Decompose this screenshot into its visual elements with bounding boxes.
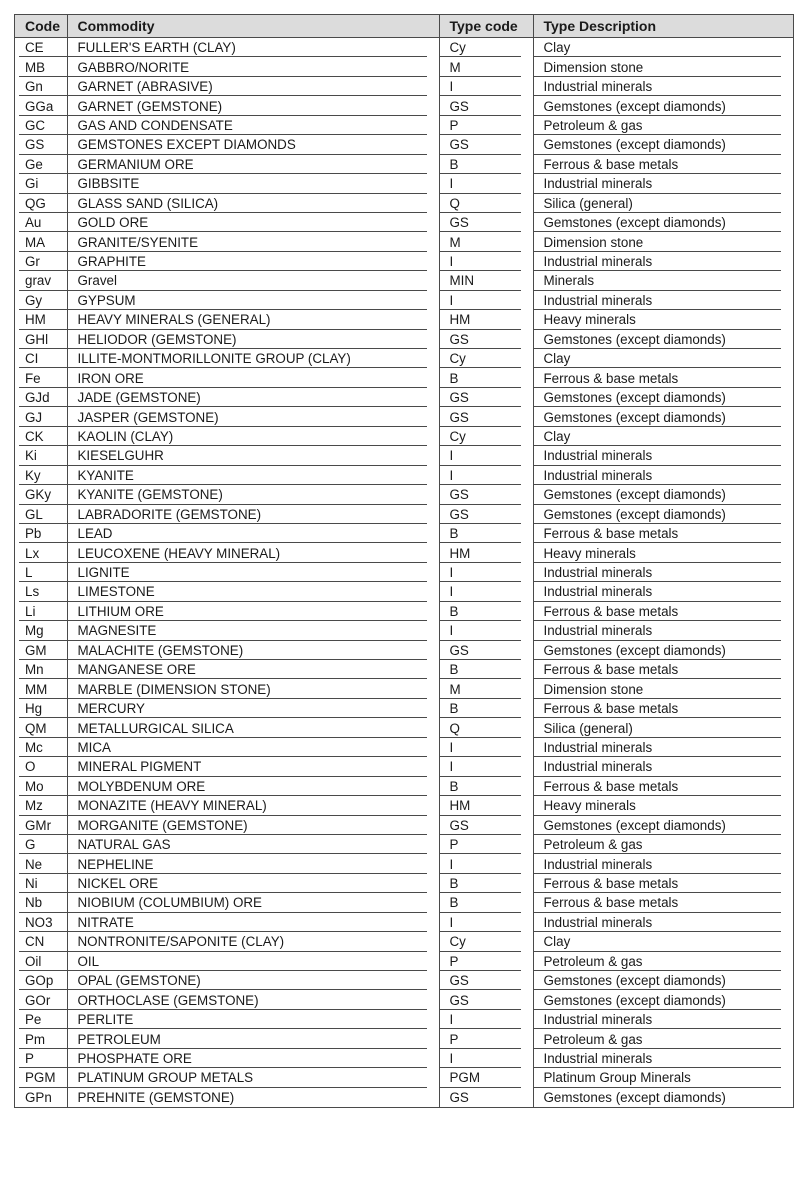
cell-code: Gn xyxy=(15,77,67,96)
cell-code: Mo xyxy=(15,777,67,796)
table-row xyxy=(15,466,793,485)
cell-type-description: Petroleum & gas xyxy=(533,952,793,971)
cell-code: Nb xyxy=(15,893,67,912)
cell-commodity: NITRATE xyxy=(67,913,439,932)
cell-commodity: MONAZITE (HEAVY MINERAL) xyxy=(67,796,439,815)
cell-type-code: I xyxy=(439,621,533,640)
table-row xyxy=(15,77,793,96)
cell-code: Mz xyxy=(15,796,67,815)
table-row xyxy=(15,835,793,854)
cell-type-code: B xyxy=(439,368,533,387)
cell-type-description: Petroleum & gas xyxy=(533,1029,793,1048)
cell-code: Pm xyxy=(15,1029,67,1048)
cell-type-description: Clay xyxy=(533,427,793,446)
cell-commodity: GARNET (GEMSTONE) xyxy=(67,96,439,115)
cell-code: Li xyxy=(15,602,67,621)
cell-type-code: HM xyxy=(439,310,533,329)
cell-commodity: GAS AND CONDENSATE xyxy=(67,116,439,135)
cell-type-description: Clay xyxy=(533,932,793,951)
cell-type-description: Dimension stone xyxy=(533,232,793,251)
cell-commodity: LEUCOXENE (HEAVY MINERAL) xyxy=(67,543,439,562)
cell-type-code: GS xyxy=(439,135,533,154)
cell-type-description: Silica (general) xyxy=(533,194,793,213)
cell-commodity: JADE (GEMSTONE) xyxy=(67,388,439,407)
cell-type-description: Ferrous & base metals xyxy=(533,893,793,912)
table-row xyxy=(15,932,793,951)
cell-commodity: NICKEL ORE xyxy=(67,874,439,893)
cell-type-description: Ferrous & base metals xyxy=(533,524,793,543)
cell-type-code: P xyxy=(439,116,533,135)
cell-commodity: NATURAL GAS xyxy=(67,835,439,854)
table-row xyxy=(15,1088,793,1107)
table-row xyxy=(15,990,793,1009)
cell-type-code: I xyxy=(439,446,533,465)
cell-commodity: MOLYBDENUM ORE xyxy=(67,777,439,796)
cell-type-description: Clay xyxy=(533,349,793,368)
cell-commodity: KYANITE xyxy=(67,466,439,485)
cell-type-code: GS xyxy=(439,96,533,115)
cell-type-description: Gemstones (except diamonds) xyxy=(533,505,793,524)
cell-code: GOr xyxy=(15,990,67,1009)
table-row xyxy=(15,38,793,58)
cell-code: MM xyxy=(15,679,67,698)
header-code: Code xyxy=(15,15,67,38)
cell-type-code: B xyxy=(439,874,533,893)
cell-code: GKy xyxy=(15,485,67,504)
table-row xyxy=(15,291,793,310)
table-row xyxy=(15,349,793,368)
table-row xyxy=(15,1010,793,1029)
cell-commodity: LIGNITE xyxy=(67,563,439,582)
table-row xyxy=(15,1049,793,1068)
cell-commodity: OIL xyxy=(67,952,439,971)
cell-type-code: GS xyxy=(439,213,533,232)
table-row xyxy=(15,368,793,387)
table-row xyxy=(15,660,793,679)
cell-type-description: Ferrous & base metals xyxy=(533,602,793,621)
cell-code: CE xyxy=(15,38,67,58)
table-row xyxy=(15,718,793,737)
cell-code: HM xyxy=(15,310,67,329)
cell-type-code: GS xyxy=(439,485,533,504)
cell-type-description: Dimension stone xyxy=(533,57,793,76)
cell-type-code: GS xyxy=(439,1088,533,1107)
table-row xyxy=(15,1029,793,1048)
cell-code: Au xyxy=(15,213,67,232)
cell-type-description: Ferrous & base metals xyxy=(533,368,793,387)
cell-code: Fe xyxy=(15,368,67,387)
cell-commodity: NONTRONITE/SAPONITE (CLAY) xyxy=(67,932,439,951)
table-row xyxy=(15,485,793,504)
table-row xyxy=(15,777,793,796)
cell-type-description: Industrial minerals xyxy=(533,291,793,310)
cell-code: grav xyxy=(15,271,67,290)
commodity-table-frame xyxy=(14,14,794,1108)
cell-commodity: PHOSPHATE ORE xyxy=(67,1049,439,1068)
cell-type-description: Industrial minerals xyxy=(533,621,793,640)
cell-type-code: Q xyxy=(439,194,533,213)
cell-code: Oil xyxy=(15,952,67,971)
cell-type-code: GS xyxy=(439,990,533,1009)
cell-type-description: Gemstones (except diamonds) xyxy=(533,96,793,115)
cell-code: CK xyxy=(15,427,67,446)
cell-type-description: Industrial minerals xyxy=(533,563,793,582)
cell-type-code: I xyxy=(439,252,533,271)
cell-type-description: Industrial minerals xyxy=(533,1010,793,1029)
cell-commodity: MORGANITE (GEMSTONE) xyxy=(67,816,439,835)
cell-type-description: Gemstones (except diamonds) xyxy=(533,213,793,232)
cell-code: MA xyxy=(15,232,67,251)
cell-type-code: Cy xyxy=(439,349,533,368)
cell-code: Mc xyxy=(15,738,67,757)
cell-type-description: Industrial minerals xyxy=(533,913,793,932)
table-row xyxy=(15,330,793,349)
cell-type-code: I xyxy=(439,757,533,776)
table-row xyxy=(15,543,793,562)
cell-type-description: Industrial minerals xyxy=(533,1049,793,1068)
cell-commodity: IRON ORE xyxy=(67,368,439,387)
cell-type-code: I xyxy=(439,291,533,310)
cell-commodity: OPAL (GEMSTONE) xyxy=(67,971,439,990)
cell-type-code: I xyxy=(439,563,533,582)
table-row xyxy=(15,155,793,174)
table-row xyxy=(15,602,793,621)
cell-type-description: Silica (general) xyxy=(533,718,793,737)
cell-type-code: Cy xyxy=(439,38,533,58)
cell-type-description: Gemstones (except diamonds) xyxy=(533,816,793,835)
cell-code: Ne xyxy=(15,854,67,873)
cell-type-code: I xyxy=(439,582,533,601)
cell-type-code: GS xyxy=(439,330,533,349)
cell-type-code: I xyxy=(439,77,533,96)
cell-commodity: GLASS SAND (SILICA) xyxy=(67,194,439,213)
cell-type-code: GS xyxy=(439,641,533,660)
cell-code: CI xyxy=(15,349,67,368)
cell-commodity: MERCURY xyxy=(67,699,439,718)
table-header xyxy=(15,15,793,38)
cell-type-code: Cy xyxy=(439,932,533,951)
cell-commodity: FULLER'S EARTH (CLAY) xyxy=(67,38,439,58)
cell-code: GJ xyxy=(15,407,67,426)
cell-type-code: GS xyxy=(439,816,533,835)
cell-commodity: MARBLE (DIMENSION STONE) xyxy=(67,679,439,698)
table-row xyxy=(15,252,793,271)
cell-commodity: LEAD xyxy=(67,524,439,543)
cell-commodity: Gravel xyxy=(67,271,439,290)
cell-type-description: Gemstones (except diamonds) xyxy=(533,407,793,426)
cell-type-code: Q xyxy=(439,718,533,737)
table-row xyxy=(15,816,793,835)
cell-commodity: HEAVY MINERALS (GENERAL) xyxy=(67,310,439,329)
cell-type-code: I xyxy=(439,466,533,485)
cell-type-code: B xyxy=(439,524,533,543)
table-row xyxy=(15,621,793,640)
cell-commodity: ORTHOCLASE (GEMSTONE) xyxy=(67,990,439,1009)
table-row xyxy=(15,232,793,251)
cell-type-description: Gemstones (except diamonds) xyxy=(533,485,793,504)
table-row xyxy=(15,57,793,76)
cell-commodity: METALLURGICAL SILICA xyxy=(67,718,439,737)
cell-type-description: Heavy minerals xyxy=(533,310,793,329)
header-type-code: Type code xyxy=(439,15,533,38)
cell-commodity: LABRADORITE (GEMSTONE) xyxy=(67,505,439,524)
cell-code: Mg xyxy=(15,621,67,640)
cell-type-description: Ferrous & base metals xyxy=(533,874,793,893)
cell-type-code: I xyxy=(439,1049,533,1068)
cell-type-code: GS xyxy=(439,407,533,426)
cell-code: Mn xyxy=(15,660,67,679)
table-row xyxy=(15,388,793,407)
cell-type-description: Petroleum & gas xyxy=(533,116,793,135)
cell-type-description: Gemstones (except diamonds) xyxy=(533,641,793,660)
cell-type-code: B xyxy=(439,155,533,174)
cell-type-description: Industrial minerals xyxy=(533,582,793,601)
cell-type-description: Industrial minerals xyxy=(533,854,793,873)
cell-type-description: Dimension stone xyxy=(533,679,793,698)
cell-type-code: PGM xyxy=(439,1068,533,1087)
table-row xyxy=(15,913,793,932)
cell-type-code: I xyxy=(439,174,533,193)
cell-code: GC xyxy=(15,116,67,135)
cell-type-description: Ferrous & base metals xyxy=(533,660,793,679)
cell-code: Ky xyxy=(15,466,67,485)
cell-code: GJd xyxy=(15,388,67,407)
cell-type-code: M xyxy=(439,232,533,251)
cell-type-code: HM xyxy=(439,543,533,562)
table-body xyxy=(15,38,793,1108)
table-row xyxy=(15,893,793,912)
cell-type-description: Industrial minerals xyxy=(533,252,793,271)
cell-type-description: Clay xyxy=(533,38,793,58)
table-row xyxy=(15,679,793,698)
cell-type-code: GS xyxy=(439,971,533,990)
cell-commodity: MALACHITE (GEMSTONE) xyxy=(67,641,439,660)
cell-commodity: GARNET (ABRASIVE) xyxy=(67,77,439,96)
cell-commodity: GRAPHITE xyxy=(67,252,439,271)
cell-commodity: MAGNESITE xyxy=(67,621,439,640)
table-row xyxy=(15,854,793,873)
cell-code: GHl xyxy=(15,330,67,349)
cell-type-description: Gemstones (except diamonds) xyxy=(533,990,793,1009)
cell-code: Gi xyxy=(15,174,67,193)
cell-commodity: PLATINUM GROUP METALS xyxy=(67,1068,439,1087)
header-type-description: Type Description xyxy=(533,15,793,38)
cell-type-description: Industrial minerals xyxy=(533,738,793,757)
table-row xyxy=(15,427,793,446)
cell-commodity: MINERAL PIGMENT xyxy=(67,757,439,776)
table-row xyxy=(15,971,793,990)
cell-commodity: GIBBSITE xyxy=(67,174,439,193)
cell-type-code: GS xyxy=(439,505,533,524)
header-row xyxy=(15,15,793,38)
cell-commodity: PREHNITE (GEMSTONE) xyxy=(67,1088,439,1107)
table-row xyxy=(15,310,793,329)
cell-type-code: P xyxy=(439,1029,533,1048)
cell-code: GGa xyxy=(15,96,67,115)
table-row xyxy=(15,174,793,193)
cell-type-code: M xyxy=(439,679,533,698)
cell-code: GL xyxy=(15,505,67,524)
cell-code: GMr xyxy=(15,816,67,835)
table-row xyxy=(15,116,793,135)
cell-code: Gr xyxy=(15,252,67,271)
table-row xyxy=(15,96,793,115)
table-row xyxy=(15,582,793,601)
cell-commodity: NIOBIUM (COLUMBIUM) ORE xyxy=(67,893,439,912)
table-row xyxy=(15,738,793,757)
cell-type-description: Industrial minerals xyxy=(533,757,793,776)
cell-code: QM xyxy=(15,718,67,737)
cell-commodity: MICA xyxy=(67,738,439,757)
cell-commodity: KAOLIN (CLAY) xyxy=(67,427,439,446)
cell-type-code: P xyxy=(439,952,533,971)
table-row xyxy=(15,524,793,543)
cell-commodity: GERMANIUM ORE xyxy=(67,155,439,174)
table-row xyxy=(15,135,793,154)
table-row xyxy=(15,699,793,718)
cell-commodity: MANGANESE ORE xyxy=(67,660,439,679)
cell-code: Pe xyxy=(15,1010,67,1029)
cell-code: GS xyxy=(15,135,67,154)
cell-type-code: I xyxy=(439,738,533,757)
cell-code: O xyxy=(15,757,67,776)
cell-code: CN xyxy=(15,932,67,951)
cell-type-description: Gemstones (except diamonds) xyxy=(533,135,793,154)
table-row xyxy=(15,757,793,776)
table-row xyxy=(15,796,793,815)
cell-code: GM xyxy=(15,641,67,660)
table-row xyxy=(15,505,793,524)
cell-type-description: Heavy minerals xyxy=(533,796,793,815)
commodity-table xyxy=(15,15,793,1107)
cell-commodity: PETROLEUM xyxy=(67,1029,439,1048)
cell-code: MB xyxy=(15,57,67,76)
cell-type-code: I xyxy=(439,913,533,932)
cell-code: PGM xyxy=(15,1068,67,1087)
cell-type-code: M xyxy=(439,57,533,76)
header-commodity: Commodity xyxy=(67,15,439,38)
cell-commodity: GEMSTONES EXCEPT DIAMONDS xyxy=(67,135,439,154)
cell-type-description: Industrial minerals xyxy=(533,446,793,465)
cell-code: Pb xyxy=(15,524,67,543)
table-row xyxy=(15,271,793,290)
table-row xyxy=(15,1068,793,1087)
cell-type-description: Minerals xyxy=(533,271,793,290)
cell-type-code: I xyxy=(439,1010,533,1029)
cell-code: Gy xyxy=(15,291,67,310)
cell-type-code: B xyxy=(439,777,533,796)
cell-code: QG xyxy=(15,194,67,213)
cell-type-code: I xyxy=(439,854,533,873)
cell-type-description: Petroleum & gas xyxy=(533,835,793,854)
cell-code: GPn xyxy=(25,1089,52,1105)
cell-type-description: Gemstones (except diamonds) xyxy=(533,388,793,407)
table-row xyxy=(15,952,793,971)
cell-code: G xyxy=(15,835,67,854)
cell-code: Ni xyxy=(15,874,67,893)
cell-commodity: GRANITE/SYENITE xyxy=(67,232,439,251)
cell-type-description: Ferrous & base metals xyxy=(533,777,793,796)
cell-type-description: Gemstones (except diamonds) xyxy=(533,1088,793,1107)
cell-commodity: ILLITE-MONTMORILLONITE GROUP (CLAY) xyxy=(67,349,439,368)
cell-code: Ge xyxy=(15,155,67,174)
cell-commodity: GOLD ORE xyxy=(67,213,439,232)
cell-commodity: NEPHELINE xyxy=(67,854,439,873)
cell-code: Hg xyxy=(15,699,67,718)
cell-code: Ki xyxy=(15,446,67,465)
cell-type-description: Industrial minerals xyxy=(533,466,793,485)
cell-code: Lx xyxy=(15,543,67,562)
table-row xyxy=(15,446,793,465)
table-row xyxy=(15,641,793,660)
cell-code: L xyxy=(15,563,67,582)
cell-type-code: B xyxy=(439,602,533,621)
cell-type-code: Cy xyxy=(439,427,533,446)
cell-commodity: HELIODOR (GEMSTONE) xyxy=(67,330,439,349)
cell-commodity: KIESELGUHR xyxy=(67,446,439,465)
cell-code: P xyxy=(15,1049,67,1068)
table-row xyxy=(15,563,793,582)
cell-commodity: GABBRO/NORITE xyxy=(67,57,439,76)
cell-commodity: GYPSUM xyxy=(67,291,439,310)
cell-commodity: LITHIUM ORE xyxy=(67,602,439,621)
cell-code: NO3 xyxy=(15,913,67,932)
cell-type-description: Industrial minerals xyxy=(533,77,793,96)
cell-type-description: Gemstones (except diamonds) xyxy=(533,330,793,349)
cell-type-code: P xyxy=(439,835,533,854)
cell-type-code: GS xyxy=(439,388,533,407)
cell-type-description: Ferrous & base metals xyxy=(533,155,793,174)
cell-type-description: Heavy minerals xyxy=(533,543,793,562)
cell-commodity: KYANITE (GEMSTONE) xyxy=(67,485,439,504)
cell-commodity: PERLITE xyxy=(67,1010,439,1029)
cell-commodity: LIMESTONE xyxy=(67,582,439,601)
cell-type-description: Ferrous & base metals xyxy=(533,699,793,718)
cell-commodity: JASPER (GEMSTONE) xyxy=(67,407,439,426)
cell-type-description: Industrial minerals xyxy=(533,174,793,193)
cell-type-code: HM xyxy=(439,796,533,815)
cell-type-code: B xyxy=(439,699,533,718)
cell-type-description: Platinum Group Minerals xyxy=(533,1068,793,1087)
cell-type-code: B xyxy=(439,660,533,679)
table-row xyxy=(15,194,793,213)
cell-type-code: B xyxy=(439,893,533,912)
table-row xyxy=(15,213,793,232)
cell-code: Ls xyxy=(15,582,67,601)
table-row xyxy=(15,407,793,426)
cell-type-code: MIN xyxy=(439,271,533,290)
cell-code: GOp xyxy=(15,971,67,990)
cell-type-description: Gemstones (except diamonds) xyxy=(533,971,793,990)
table-row xyxy=(15,874,793,893)
